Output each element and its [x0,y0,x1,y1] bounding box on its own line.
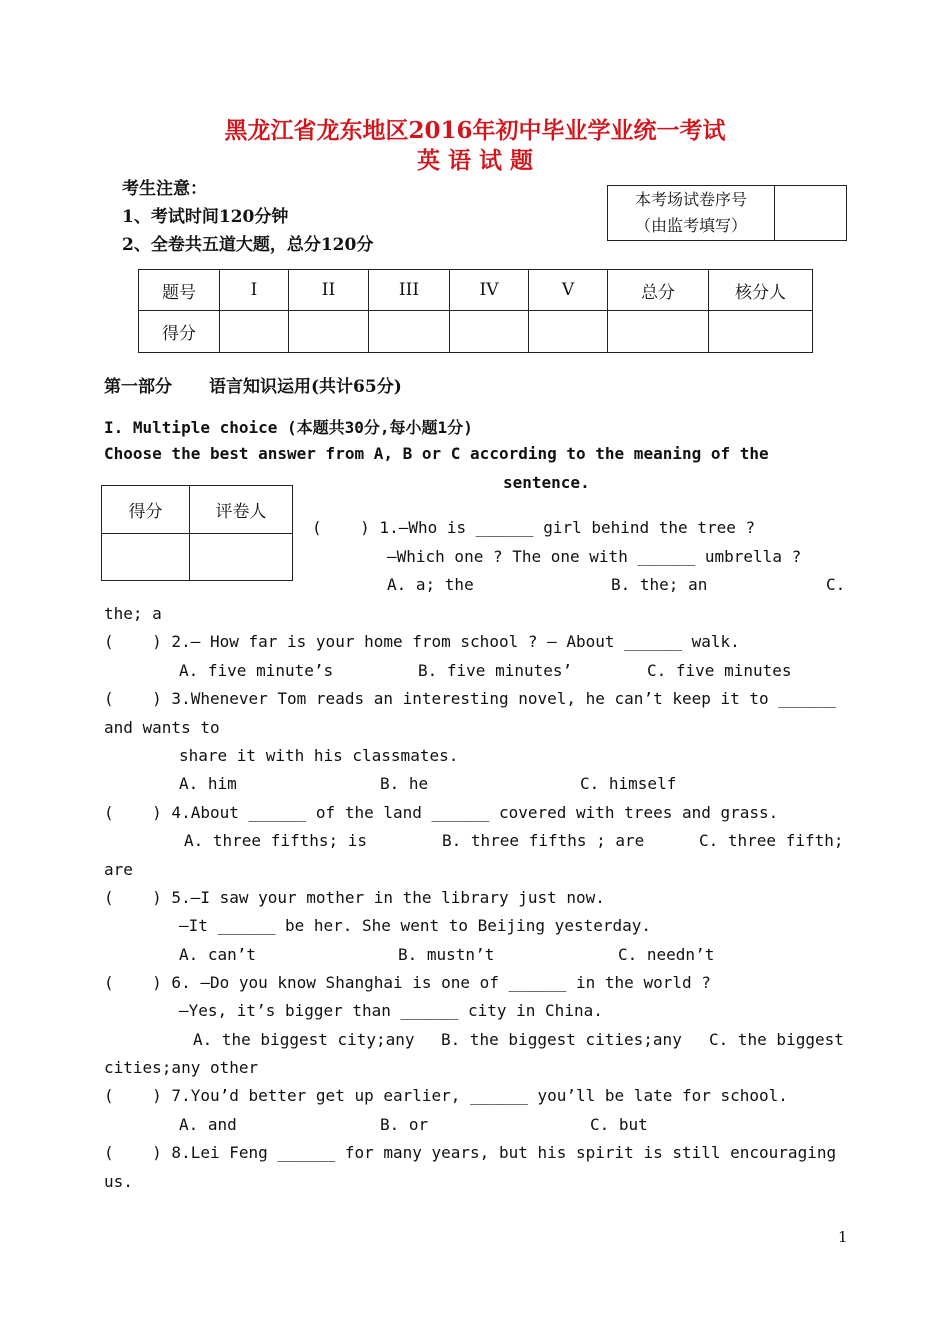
q6-option-c-cont: cities;any other [104,1058,259,1077]
q2-option-b: B. five minutes’ [418,661,573,680]
serial-label-line1: 本考场试卷序号 [634,190,747,209]
serial-number-label [608,186,775,241]
q6-stem: ( ) 6. —Do you know Shanghai is one of ______ in the world ? [104,973,711,992]
score-cell[interactable] [289,311,369,353]
score-cell[interactable] [220,311,289,353]
part-label: 第一部分 [104,377,172,397]
grader-table [101,485,293,581]
page-number: 1 [838,1228,848,1246]
q4-stem: ( ) 4.About ______ of the land ______ covered with trees and grass. [104,803,779,822]
q1-option-c: the; a [104,604,162,623]
notice-item-time: 1、考试时间120分钟 [122,207,289,227]
part-title: 语言知识运用(共计65分) [209,377,402,397]
score-cell[interactable] [369,311,450,353]
q1-option-a: A. a; the [387,575,474,594]
q2-option-c: C. five minutes [647,661,792,680]
score-header-2: II [289,270,369,311]
q6-option-a: A. the biggest city;any [193,1030,415,1049]
q4-option-a: A. three fifths; is [184,831,368,850]
score-header-number: 题号 [139,270,220,311]
q3-stem-cont: and wants to [104,718,220,737]
score-table [138,269,813,353]
q6-option-c: C. the biggest [709,1030,844,1049]
q1-stem-reply: —Which one ? The one with ______ umbrella ? [387,547,802,566]
score-cell[interactable] [529,311,608,353]
score-cell[interactable] [709,311,813,353]
score-header-1: I [220,270,289,311]
q2-option-a: A. five minute’s [179,661,334,680]
section-instruction: Choose the best answer from A, B or C according to the meaning of the [104,444,769,463]
q4-option-c-cont: are [104,860,133,879]
serial-number-box [607,185,847,241]
notice-heading: 考生注意： [122,179,207,199]
exam-title: 黑龙江省龙东地区2016年初中毕业学业统一考试 [224,117,726,144]
score-header-5: V [529,270,608,311]
score-header-3: III [369,270,450,311]
grader-name-cell[interactable] [190,534,293,581]
q7-option-c: C. but [590,1115,648,1134]
q2-stem: ( ) 2.— How far is your home from school ? — About ______ walk. [104,632,740,651]
q3-option-c: C. himself [580,774,677,793]
serial-number-cell[interactable] [775,186,847,241]
score-header-checker: 核分人 [709,270,813,311]
q5-stem-reply: —It ______ be her. She went to Beijing yesterday. [179,916,652,935]
q3-stem-cont2: share it with his classmates. [179,746,459,765]
q5-option-a: A. can’t [179,945,257,964]
q7-stem: ( ) 7.You’d better get up earlier, ______ you’ll be late for school. [104,1086,788,1105]
q5-stem: ( ) 5.—I saw your mother in the library just now. [104,888,605,907]
serial-label-line2: （由监考填写） [634,216,747,235]
q8-stem: ( ) 8.Lei Feng ______ for many years, but his spirit is still encouraging [104,1143,837,1162]
grader-name-header: 评卷人 [190,486,293,534]
q1-option-c-label: C. [826,575,846,594]
q7-option-a: A. and [179,1115,237,1134]
notice-item-total: 2、全卷共五道大题，总分120分 [122,235,374,255]
score-header-total: 总分 [608,270,709,311]
score-cell[interactable] [450,311,529,353]
exam-subject: 英 语 试 题 [416,147,534,174]
grader-score-cell[interactable] [102,534,190,581]
section-instruction-cont: sentence. [503,473,590,492]
q3-option-b: B. he [380,774,429,793]
score-cell[interactable] [608,311,709,353]
q5-option-c: C. needn’t [618,945,715,964]
grader-score-header: 得分 [102,486,190,534]
section-heading: I. Multiple choice (本题共30分,每小题1分) [104,418,473,437]
q3-option-a: A. him [179,774,237,793]
score-row-label: 得分 [139,311,220,353]
q6-option-b: B. the biggest cities;any [441,1030,682,1049]
q8-stem-cont: us. [104,1172,133,1191]
q3-stem: ( ) 3.Whenever Tom reads an interesting novel, he can’t keep it to ______ [104,689,837,708]
q7-option-b: B. or [380,1115,429,1134]
q4-option-b: B. three fifths ; are [442,831,645,850]
q1-option-b: B. the; an [611,575,708,594]
q4-option-c: C. three fifth; [699,831,844,850]
q6-stem-reply: —Yes, it’s bigger than ______ city in China. [179,1001,603,1020]
score-header-4: IV [450,270,529,311]
q5-option-b: B. mustn’t [398,945,495,964]
q1-stem: ( ) 1.—Who is ______ girl behind the tree ? [312,518,756,537]
